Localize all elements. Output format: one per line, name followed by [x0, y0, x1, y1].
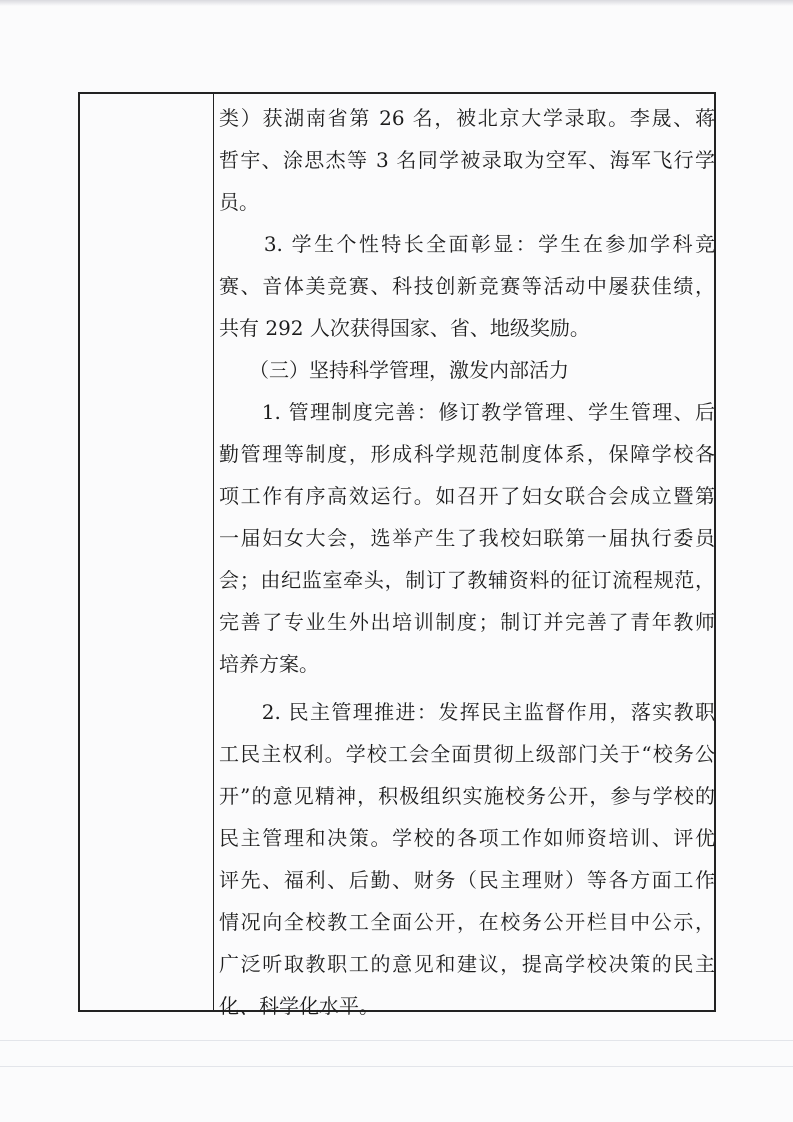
section-heading: （三）坚持科学管理，激发内部活力 — [219, 358, 569, 382]
text-line: 3. 学生个性特长全面彰显：学生在参加学科竞 — [219, 232, 715, 256]
text-line: 共有 292 人次获得国家、省、地级奖励。 — [219, 316, 590, 340]
text-line: 类）获湖南省第 26 名，被北京大学录取。李晟、蒋 — [219, 106, 715, 130]
text-line: 开”的意见精神，积极组织实施校务公开，参与学校的 — [219, 784, 715, 808]
text-line: 广泛听取教职工的意见和建议，提高学校决策的民主 — [219, 952, 715, 976]
text-line: 2. 民主管理推进：发挥民主监督作用，落实教职 — [219, 700, 715, 724]
text-line: 1. 管理制度完善：修订教学管理、学生管理、后 — [219, 400, 715, 424]
text-line: 会；由纪监室牵头，制订了教辅资料的征订流程规范， — [219, 568, 715, 592]
scan-band — [0, 1040, 793, 1041]
text-line: 化、科学化水平。 — [219, 994, 379, 1018]
text-line: 项工作有序高效运行。如召开了妇女联合会成立暨第 — [219, 484, 715, 508]
table-label-cell — [80, 94, 214, 1010]
text-line: 哲宇、涂思杰等 3 名同学被录取为空军、海军飞行学 — [219, 148, 715, 172]
text-line: 完善了专业生外出培训制度；制订并完善了青年教师 — [219, 610, 715, 634]
scan-band — [0, 1066, 793, 1067]
text-line: 一届妇女大会，选举产生了我校妇联第一届执行委员 — [219, 526, 715, 550]
text-line: 赛、音体美竞赛、科技创新竞赛等活动中屡获佳绩， — [219, 274, 715, 298]
text-line: 员。 — [219, 190, 259, 214]
text-line: 培养方案。 — [219, 652, 319, 676]
page-top-edge — [0, 0, 793, 6]
text-line: 民主管理和决策。学校的各项工作如师资培训、评优 — [219, 826, 715, 850]
text-line: 情况向全校教工全面公开，在校务公开栏目中公示， — [219, 910, 715, 934]
text-line: 勤管理等制度，形成科学规范制度体系，保障学校各 — [219, 442, 715, 466]
text-line: 评先、福利、后勤、财务（民主理财）等各方面工作 — [219, 868, 715, 892]
text-line: 工民主权利。学校工会全面贯彻上级部门关于“校务公 — [219, 742, 715, 766]
